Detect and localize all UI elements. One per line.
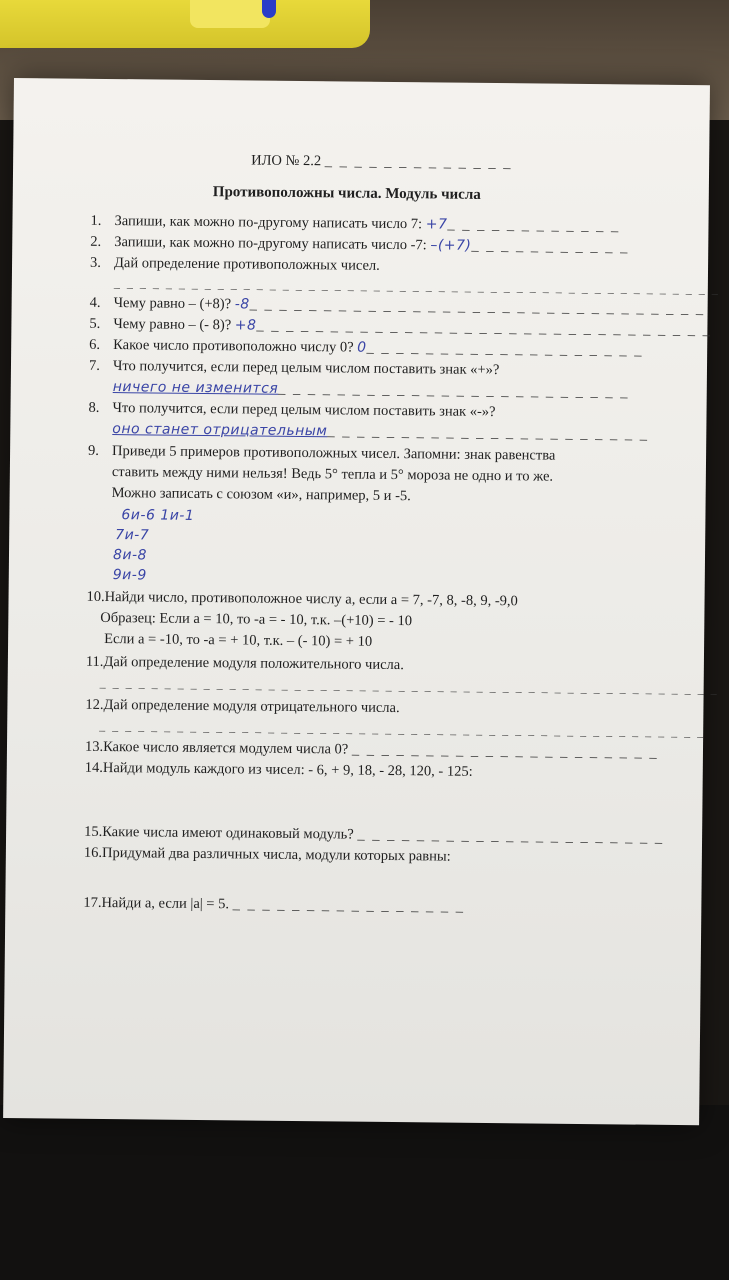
answer-handwriting: +7 (425, 216, 448, 233)
question-14 (85, 760, 473, 781)
answer-handwriting: оно станет отрицательным (112, 421, 328, 440)
question-4 (90, 295, 706, 318)
code-text: ИЛО № 2.2 (251, 152, 322, 170)
question-text: Придумай два различных числа, модули которых равны: (101, 844, 451, 865)
answer-7 (113, 379, 630, 401)
answer-handwriting: ничего не изменится (112, 379, 279, 397)
question-text: Дай определение модуля отрицательного числа. (103, 696, 400, 717)
question-text: Какие числа имеют одинаковый модуль? (102, 823, 354, 843)
question-text: Что получится, если перед целым числом поставить знак «+»? (112, 358, 500, 379)
answer-handwriting: -8 (234, 296, 250, 313)
question-5 (89, 316, 712, 340)
question-13 (85, 739, 659, 762)
question-text: Чему равно – (- 8)? (113, 316, 232, 334)
question-7 (89, 358, 499, 379)
example-text: Если a = -10, то -a = + 10, т.к. – (- 10) = + 10 (104, 630, 373, 650)
question-text: Найди число, противоположное числу a, если a = 7, -7, 8, -8, 9, -9,0 (104, 588, 518, 610)
question-text: Запиши, как можно по-другому написать число 7: (114, 213, 423, 233)
answer-handwriting: 6и-6 1и-1 (121, 507, 195, 524)
question-11 (86, 654, 404, 674)
answer-blank: _ _ _ _ _ _ _ _ _ _ _ _ _ _ _ _ _ _ _ (366, 339, 644, 359)
answer-blank: _ _ _ _ _ _ _ _ _ _ _ _ _ _ _ _ _ _ _ _ _ (357, 826, 665, 846)
answer-handwriting: 7и-7 (115, 527, 150, 544)
answer-blank: _ _ _ _ _ _ _ _ _ _ _ _ _ _ _ _ _ _ _ _ _ _ _ _ _ _ _ _ _ _ _ _ _ _ _ _ _ _ _ _ _ _ _ _ _ _ _ _ (99, 675, 719, 697)
answer-handwriting: 8и-8 (112, 547, 148, 564)
question-9 (88, 443, 555, 465)
question-number: 16. (83, 844, 103, 861)
answer-handwriting: +8 (234, 317, 257, 334)
question-number: 15. (84, 823, 103, 840)
question-text: Какое число является модулем числа 0? (103, 738, 349, 758)
answer-8 (112, 421, 649, 444)
answer-blank: _ _ _ _ _ _ _ _ _ _ _ _ _ _ _ _ _ _ _ _ _ _ _ _ (278, 380, 630, 401)
worksheet (3, 78, 720, 1125)
question-number: 2. (90, 233, 102, 250)
worksheet-code (251, 152, 513, 172)
question-number: 5. (89, 315, 101, 332)
question-text: Дай определение модуля положительного числа. (103, 653, 404, 674)
question-3 (90, 255, 380, 275)
question-2 (90, 234, 629, 257)
question-8 (88, 400, 495, 421)
answer-handwriting: 0 (357, 339, 367, 356)
question-text: Запиши, как можно по-другому написать число -7: (114, 234, 427, 254)
code-blank: _ _ _ _ _ _ _ _ _ _ _ _ _ (324, 153, 513, 172)
example-text: Образец: Если a = 10, то -a = - 10, т.к. –(+10) = - 10 (100, 609, 413, 630)
answer-blank: _ _ _ _ _ _ _ _ _ _ _ _ _ _ _ _ _ _ _ _ _ _ _ _ _ _ _ _ _ _ _ _ _ _ _ _ _ _ _ _ _ _ _ _ _ _ _ (113, 276, 720, 297)
question-number: 11. (85, 653, 104, 670)
worksheet-title: Противоположны числа. Модуль числа (212, 184, 481, 203)
question-number: 1. (90, 212, 102, 229)
question-1 (90, 213, 620, 236)
answer-handwriting: –(+7) (430, 237, 472, 254)
question-text: Приведи 5 примеров противоположных чисел. Запомни: знак равенства (112, 443, 556, 464)
answer-handwriting: 9и-9 (112, 567, 147, 584)
question-16 (84, 845, 451, 866)
answer-blank: _ _ _ _ _ _ _ _ _ _ _ _ _ _ _ _ _ _ _ _ _ (351, 741, 659, 761)
question-6 (89, 337, 644, 360)
question-text: Чему равно – (+8)? (113, 295, 232, 313)
question-text: Найди модуль каждого из чисел: - 6, + 9, 18, - 28, 120, - 125: (102, 759, 473, 780)
question-text: ставить между ними нельзя! Ведь 5° тепла и 5° мороза не одно и то же. (111, 464, 554, 485)
dark-table (0, 1105, 729, 1280)
question-number: 12. (85, 696, 104, 713)
answer-blank: _ _ _ _ _ _ _ _ _ _ _ _ _ _ _ _ _ _ _ _ _ _ _ _ _ _ _ _ _ _ _ _ _ _ _ _ _ _ _ _ _ _ _ _ _ _ _ (99, 718, 706, 740)
question-number: 14. (84, 759, 103, 776)
question-number: 10. (86, 588, 105, 605)
question-text: Дай определение противоположных чисел. (113, 255, 380, 274)
answer-blank: _ _ _ _ _ _ _ _ _ _ _ _ _ _ _ _ (232, 896, 466, 915)
answer-blank: _ _ _ _ _ _ _ _ _ _ _ _ _ _ _ _ _ _ _ _ _ _ _ _ _ _ _ _ _ _ _ (256, 317, 712, 339)
question-number: 17. (83, 894, 102, 911)
answer-blank: _ _ _ _ _ _ _ _ _ _ _ (471, 237, 630, 256)
yellow-case-tab (190, 0, 270, 28)
question-17 (83, 895, 465, 916)
question-number: 8. (88, 399, 100, 416)
answer-blank: _ _ _ _ _ _ _ _ _ _ _ _ (447, 216, 621, 235)
question-12 (85, 697, 399, 717)
question-number: 13. (84, 738, 104, 755)
blue-knob (262, 0, 276, 18)
question-number: 6. (89, 336, 101, 353)
question-number: 4. (89, 294, 101, 311)
question-text: Какое число противоположно числу 0? (113, 337, 354, 356)
answer-blank: _ _ _ _ _ _ _ _ _ _ _ _ _ _ _ _ _ _ _ _ _ _ _ _ _ _ _ _ _ _ _ (249, 296, 706, 318)
question-15 (84, 824, 664, 847)
question-number: 9. (88, 442, 100, 459)
question-text: Можно записать с союзом «и», например, 5 и -5. (111, 485, 411, 505)
question-text: Что получится, если перед целым числом поставить знак «-»? (112, 400, 496, 421)
answer-blank: _ _ _ _ _ _ _ _ _ _ _ _ _ _ _ _ _ _ _ _ _ _ (327, 423, 650, 443)
question-number: 3. (89, 254, 102, 271)
question-10 (86, 589, 517, 611)
question-number: 7. (88, 357, 100, 374)
yellow-case (0, 0, 370, 48)
question-text: Найди a, если |a| = 5. (101, 894, 230, 913)
